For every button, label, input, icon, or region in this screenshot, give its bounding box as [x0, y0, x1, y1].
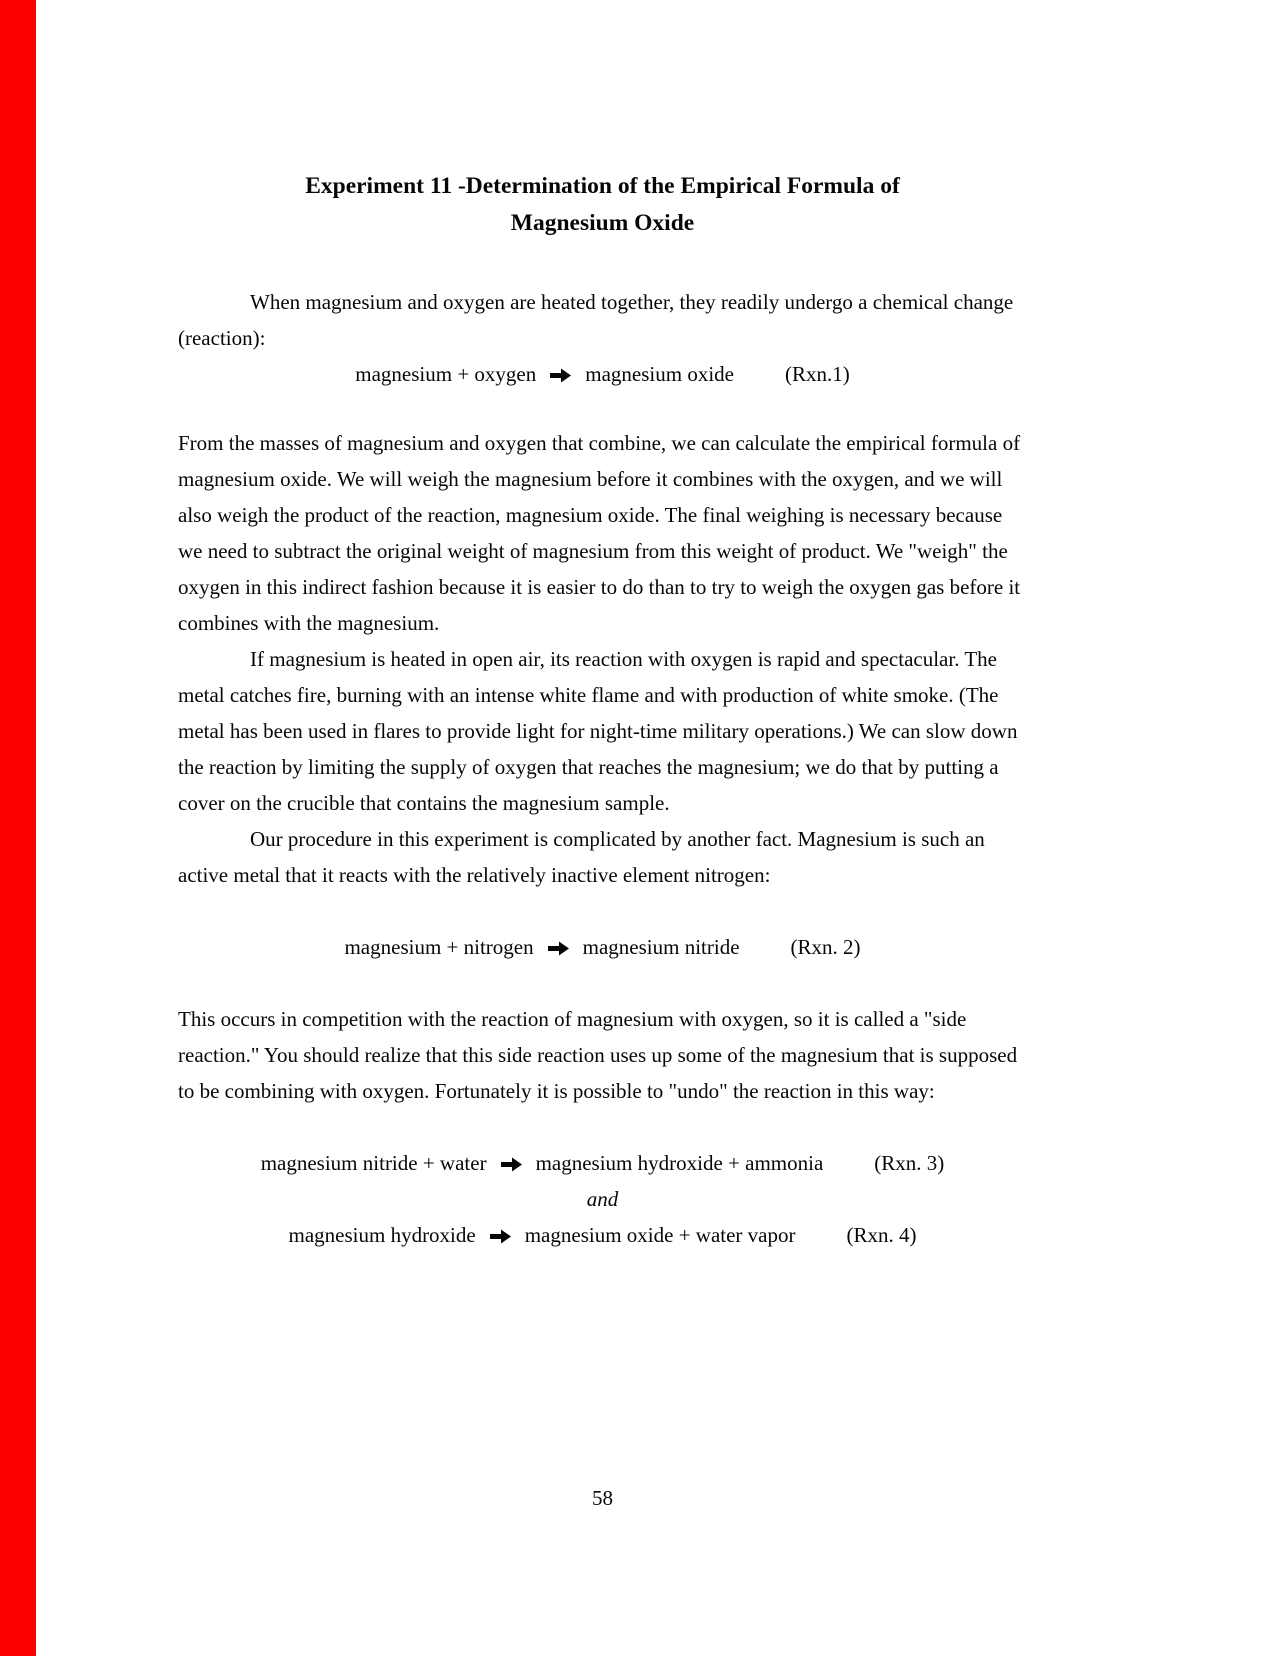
paragraph-5: This occurs in competition with the reaction of magnesium with oxygen, so it is called a "side reaction." You should realize that this side reaction uses up some of the magnesium that is supposed to be combining with oxygen. Fortunately it is possible to "undo" the reaction in this way:: [178, 1007, 1018, 1103]
document-content: [178, 168, 1027, 1253]
arrow-right-icon: [489, 1228, 512, 1245]
reaction-2-label: (Rxn. 2): [790, 935, 861, 959]
paragraph-4: Our procedure in this experiment is complicated by another fact. Magnesium is such an active metal that it reacts with the relatively inactive element nitrogen:: [178, 827, 985, 887]
reaction-4-reactants: magnesium hydroxide: [288, 1223, 476, 1247]
left-edge-red-stripe: [0, 0, 36, 1656]
reaction-equation-2: [178, 929, 1027, 965]
title-line-1: Experiment 11 -Determination of the Empirical Formula of: [305, 173, 900, 199]
document-title: [178, 168, 1027, 242]
reaction-3-reactants: magnesium nitride + water: [260, 1151, 487, 1175]
reaction-1-reactants: magnesium + oxygen: [355, 362, 537, 386]
arrow-right-icon: [547, 940, 570, 957]
paragraph-1: When magnesium and oxygen are heated together, they readily undergo a chemical change (reaction):: [178, 290, 1014, 350]
reaction-4-products: magnesium oxide + water vapor: [524, 1223, 796, 1247]
reaction-equation-4: [178, 1217, 1027, 1253]
paragraph-2: From the masses of magnesium and oxygen that combine, we can calculate the empirical formula of magnesium oxide. We will weigh the magnesium before it combines with the oxygen, and we will also weigh the product of the reaction, magnesium oxide. The final weighing is necessary because we need to subtract the original weight of magnesium from this weight of product. We "weigh" the oxygen in this indirect fashion because it is easier to do than to try to weigh the oxygen gas before it combines with the magnesium.: [178, 431, 1021, 635]
page-number: 58: [592, 1486, 613, 1510]
reaction-equation-3: [178, 1145, 1027, 1181]
reaction-1-products: magnesium oxide: [585, 362, 734, 386]
reaction-2-reactants: magnesium + nitrogen: [344, 935, 534, 959]
arrow-right-icon: [549, 367, 572, 384]
conjunction-and: and: [586, 1187, 619, 1211]
reaction-3-products: magnesium hydroxide + ammonia: [535, 1151, 824, 1175]
reaction-2-products: magnesium nitride: [582, 935, 740, 959]
arrow-right-icon: [500, 1156, 523, 1173]
title-line-2: Magnesium Oxide: [510, 210, 695, 236]
paragraph-3: If magnesium is heated in open air, its reaction with oxygen is rapid and spectacular. The metal catches fire, burning with an intense white flame and with production of white smoke. (The metal has been used in flares to provide light for night-time military operations.) We can slow down the reaction by limiting the supply of oxygen that reaches the magnesium; we do that by putting a cover on the crucible that contains the magnesium sample.: [178, 647, 1018, 815]
reaction-3-label: (Rxn. 3): [874, 1151, 945, 1175]
reaction-4-label: (Rxn. 4): [846, 1223, 917, 1247]
reaction-equation-1: [178, 356, 1027, 392]
reaction-1-label: (Rxn.1): [784, 362, 850, 386]
